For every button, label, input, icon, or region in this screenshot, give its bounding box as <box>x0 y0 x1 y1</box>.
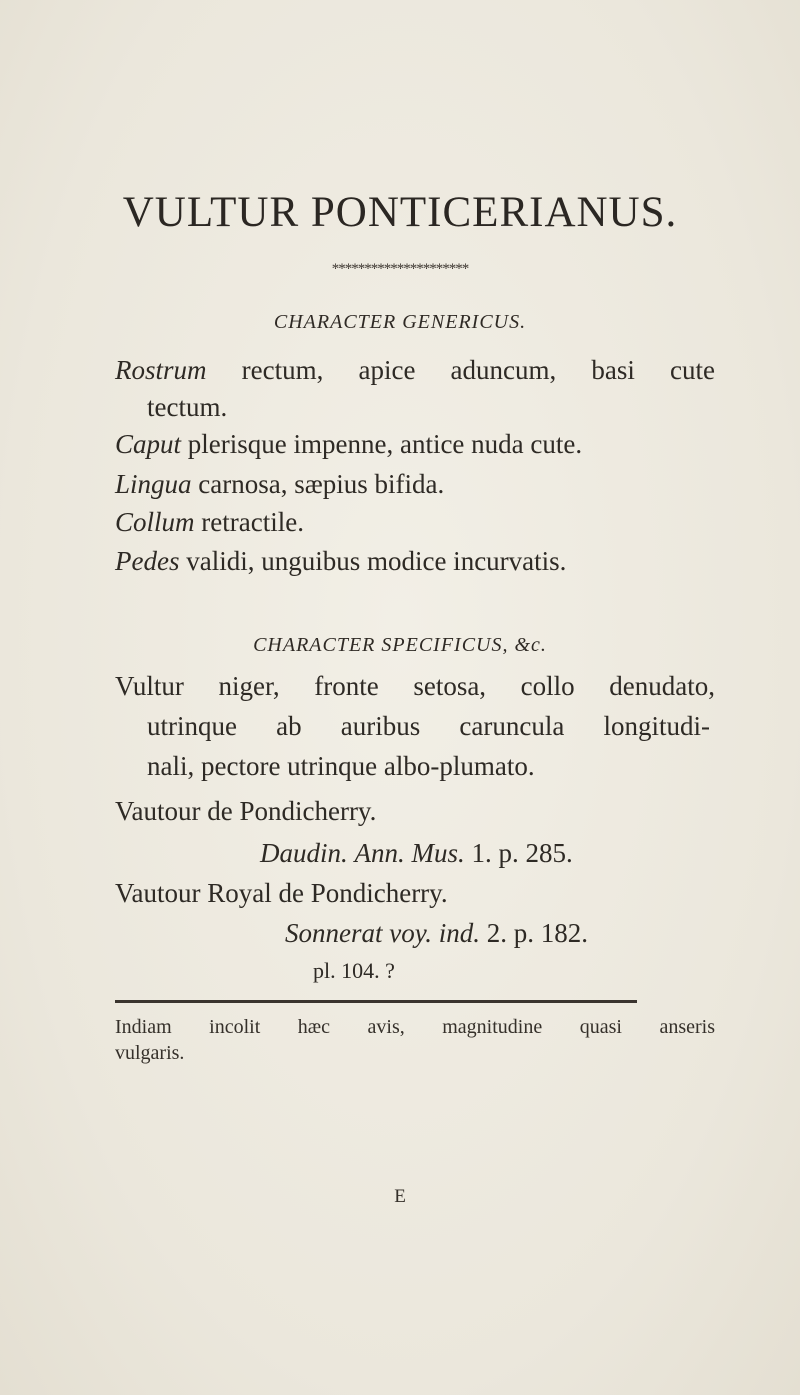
specific-heading: CHARACTER SPECIFICUS, &c. <box>253 634 547 656</box>
synonym-reference <box>285 918 588 949</box>
generic-entry-lingua <box>115 469 444 500</box>
generic-heading: CHARACTER GENERICUS. <box>273 311 527 333</box>
note-line: vulgaris. <box>115 1042 185 1064</box>
generic-entry-rostrum <box>115 355 715 386</box>
synonym-name: Vautour de Pondicherry. <box>115 796 377 826</box>
entry-text: retractile. <box>194 507 304 537</box>
entry-label: Lingua <box>115 469 192 499</box>
reference-author: Daudin. <box>260 838 348 868</box>
page-title: VULTUR PONTICERIANUS. <box>122 189 678 236</box>
entry-text: tectum. <box>147 392 228 422</box>
generic-entry-caput <box>115 429 582 460</box>
reference-work: voy. ind. <box>389 918 480 948</box>
reference-work: Ann. Mus. <box>354 838 465 868</box>
entry-text: rectum, apice aduncum, basi cute <box>206 355 715 385</box>
synonym-name: Vautour Royal de Pondicherry. <box>115 878 448 908</box>
generic-entry-collum <box>115 507 304 538</box>
reference-location: 2. p. 182. <box>486 918 588 948</box>
entry-text: validi, unguibus modice incurvatis. <box>179 546 567 576</box>
synonym-reference <box>260 838 573 869</box>
entry-text: carnosa, sæpius bifida. <box>191 469 445 499</box>
generic-entry-pedes <box>115 546 566 577</box>
signature-mark: E <box>394 1186 406 1207</box>
specific-description-line: nali, pectore utrinque albo-plumato. <box>147 751 535 781</box>
entry-label: Collum <box>115 507 195 537</box>
entry-label: Rostrum <box>115 355 207 385</box>
generic-entry-continuation <box>147 392 227 423</box>
synonym-plate: pl. 104. ? <box>313 958 395 983</box>
entry-label: Caput <box>115 429 182 459</box>
entry-label: Pedes <box>115 546 180 576</box>
note-line: Indiam incolit hæc avis, magnitudine quasi anseris <box>115 1016 715 1038</box>
reference-author: Sonnerat <box>285 918 383 948</box>
specific-description-line: Vultur niger, fronte setosa, collo denudato, <box>115 671 715 701</box>
specific-description-line: utrinque ab auribus caruncula longitudi- <box>147 711 710 741</box>
reference-location: 1. p. 285. <box>471 838 573 868</box>
entry-text: plerisque impenne, antice nuda cute. <box>181 429 583 459</box>
separator-rule <box>115 1000 637 1003</box>
star-ornament: ********************* <box>331 261 469 277</box>
